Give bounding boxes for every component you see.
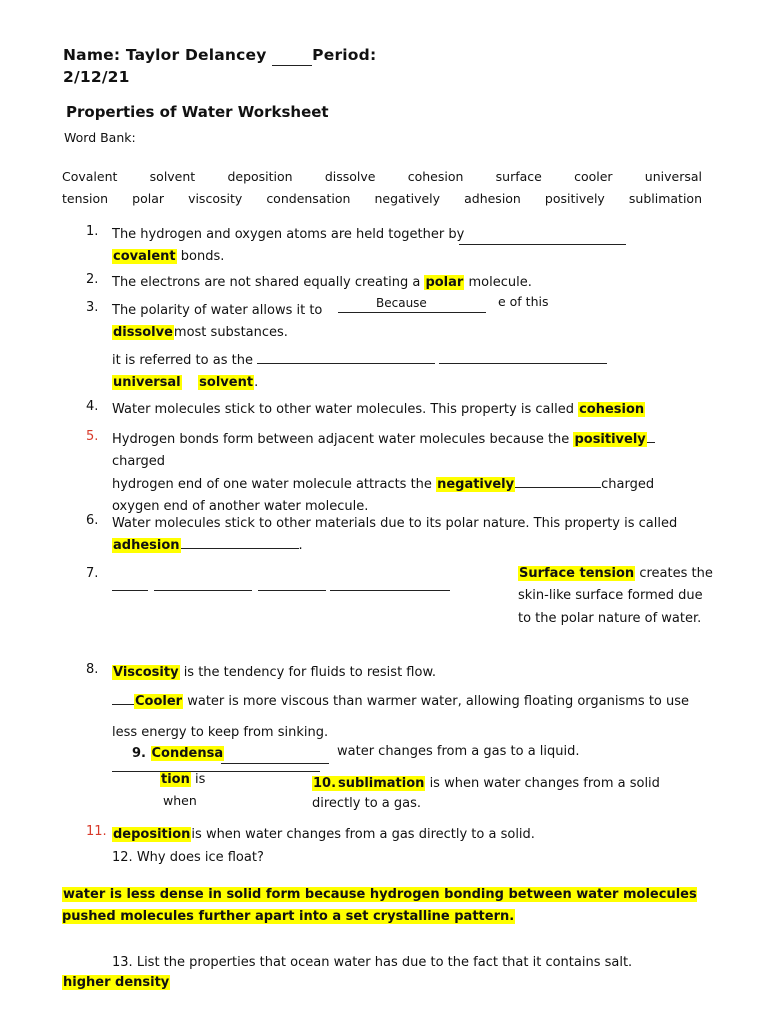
q9-answer-part2: tion [161, 772, 190, 787]
word-bank-item: Covalent [62, 169, 118, 184]
name-period-line [63, 44, 703, 66]
word-bank-item: polar [132, 190, 164, 206]
question-2 [112, 272, 562, 294]
question-10 [312, 774, 712, 814]
question-1 [112, 224, 532, 269]
q4-answer: cohesion [579, 402, 645, 417]
q8-blank-1 [112, 704, 134, 705]
q7-text-after: creates the skin-like surface formed due to the polar nature of water. [518, 566, 713, 626]
word-bank-item: universal [644, 169, 702, 184]
q3-text-mid: e of this [498, 294, 549, 309]
question-number-6: 6. [86, 513, 99, 528]
word-bank-item: cohesion [407, 169, 464, 184]
word-bank-row-1 [62, 166, 702, 188]
word-bank-item: surface [495, 169, 542, 184]
question-3 [112, 300, 512, 345]
q11-answer: deposition [113, 827, 191, 842]
q8-text-after-1: is the tendency for fluids to resist flow. [183, 665, 437, 680]
question-number-12: 12. [112, 850, 133, 865]
q2-answer: polar [425, 275, 464, 290]
word-bank-item: dissolve [324, 169, 376, 184]
q3-line2-before: it is referred to as the [112, 353, 253, 368]
question-number-1: 1. [86, 224, 99, 239]
q10-answer: sublimation [338, 776, 425, 791]
q3-text-before: The polarity of water allows it to [112, 303, 323, 318]
student-name: Taylor Delancey [125, 46, 267, 64]
q5-answer-1: positively [574, 432, 646, 447]
q3-line2-after: . [254, 375, 259, 391]
q9-blank-line-1 [112, 770, 320, 772]
q3-text-after: most substances. [173, 325, 288, 341]
question-number-7: 7. [86, 566, 99, 581]
word-bank-item: deposition [227, 169, 293, 184]
q3-line2-answers [112, 372, 672, 394]
word-bank-item: adhesion [464, 190, 521, 206]
q3-answer-2: universal [113, 375, 181, 391]
word-bank-item: condensation [266, 190, 351, 206]
q10-text-after: is when water changes from a solid directly to a gas. [312, 776, 660, 812]
q12-answer-text: water is less dense in solid form because hydrogen bonding between water molecules pushed molecules further apart into a set crystalline pattern. [62, 887, 697, 925]
q5-blank-2 [515, 487, 601, 488]
q9-answer-part1: Condensa [151, 746, 224, 761]
word-bank-item: tension [62, 190, 109, 206]
word-bank-label: Word Bank: [64, 130, 136, 145]
q3-answer-3: solvent [199, 375, 254, 391]
question-6 [112, 513, 692, 558]
question-number-3: 3. [86, 300, 99, 315]
q5-line2-before: hydrogen end of one water molecule attracts the [112, 476, 432, 492]
question-8-line2 [112, 691, 692, 713]
question-number-13: 13. [112, 955, 133, 970]
word-bank-item: sublimation [628, 190, 702, 206]
q13-text: List the properties that ocean water has due to the fact that it contains salt. [136, 955, 633, 970]
q8-answer-1: Viscosity [113, 665, 179, 680]
question-number-10: 10. [313, 776, 337, 791]
q9-answer-part2-wrap [160, 772, 205, 787]
q11-text-after: is when water changes from a gas directly to a solid. [191, 827, 535, 842]
q1-answer: covalent [113, 249, 176, 265]
q1-text-after: bonds. [180, 249, 225, 265]
q5-answer-2: negatively [437, 476, 515, 492]
question-3-line2 [112, 350, 672, 395]
question-number-8: 8. [86, 662, 99, 677]
q3-blank-2 [257, 363, 435, 364]
period-label: Period: [312, 46, 377, 64]
q5-text-mid2: charged [601, 476, 655, 492]
question-number-11: 11. [86, 824, 107, 839]
question-number-4: 4. [86, 399, 99, 414]
q7-answer: Surface tension [519, 566, 635, 581]
q12-text: Why does ice float? [136, 850, 264, 865]
question-7-blanks [112, 580, 476, 595]
question-12 [112, 847, 672, 869]
word-bank-item: positively [544, 190, 605, 206]
question-number-5: 5. [86, 429, 99, 444]
q2-text-before: The electrons are not shared equally creating a [112, 275, 421, 290]
question-4 [112, 399, 672, 421]
q9-blank-line-2 [221, 762, 329, 764]
question-8 [112, 662, 672, 684]
q9-word-is: is [195, 772, 206, 787]
q6-answer: adhesion [113, 538, 180, 554]
q8-text-after-2: water is more viscous than warmer water, allowing floating organisms to use [187, 694, 690, 709]
q5-line3: oxygen end of another water molecule. [112, 499, 369, 515]
q9-text-after: water changes from a gas to a liquid. [337, 744, 580, 759]
question-number-2: 2. [86, 272, 99, 287]
date-value: 2/12/21 [63, 68, 130, 87]
q4-text-before: Water molecules stick to other water molecules. This property is called [112, 402, 574, 417]
word-bank-row-2 [62, 188, 702, 210]
q2-text-after: molecule. [468, 275, 532, 290]
q3-answer-1: dissolve [113, 325, 173, 341]
name-blank [272, 51, 312, 67]
q7-blank-2 [154, 590, 252, 591]
q7-blank-1 [112, 590, 148, 591]
name-label: Name: [63, 46, 121, 64]
word-bank-item: solvent [149, 169, 196, 184]
q5-text-before: Hydrogen bonds form between adjacent water molecules because the [112, 432, 570, 447]
q3-handwritten-note: Because [376, 296, 427, 310]
q5-text-mid: charged [112, 454, 165, 470]
q1-blank-line [459, 243, 626, 245]
word-bank [62, 166, 710, 210]
q9-word-when: when [163, 793, 197, 808]
q7-blank-4 [330, 590, 450, 591]
question-5 [112, 429, 702, 518]
q3-blank-3 [439, 363, 607, 364]
question-13-answer [62, 975, 170, 990]
question-8-line3: less energy to keep from sinking. [112, 725, 329, 740]
q6-blank-1 [181, 548, 299, 549]
q5-blank-1 [647, 442, 655, 443]
q1-text-before: The hydrogen and oxygen atoms are held together by [112, 227, 465, 242]
question-7-text [518, 563, 718, 630]
question-13 [112, 955, 712, 970]
document-header [63, 44, 703, 89]
question-12-answer [62, 884, 702, 929]
q6-text-before: Water molecules stick to other materials due to its polar nature. This property is called [112, 516, 678, 531]
q8-answer-2: Cooler [135, 694, 183, 709]
q13-answer-text: higher density [63, 975, 170, 990]
page-title: Properties of Water Worksheet [66, 103, 329, 121]
word-bank-item: viscosity [188, 190, 243, 206]
q3-line2-top [112, 350, 672, 372]
question-11 [112, 824, 672, 846]
q6-text-after: . [298, 538, 303, 554]
question-number-9: 9. [132, 746, 146, 761]
word-bank-item: cooler [574, 169, 613, 184]
q7-blank-3 [258, 590, 326, 591]
word-bank-item: negatively [374, 190, 441, 206]
